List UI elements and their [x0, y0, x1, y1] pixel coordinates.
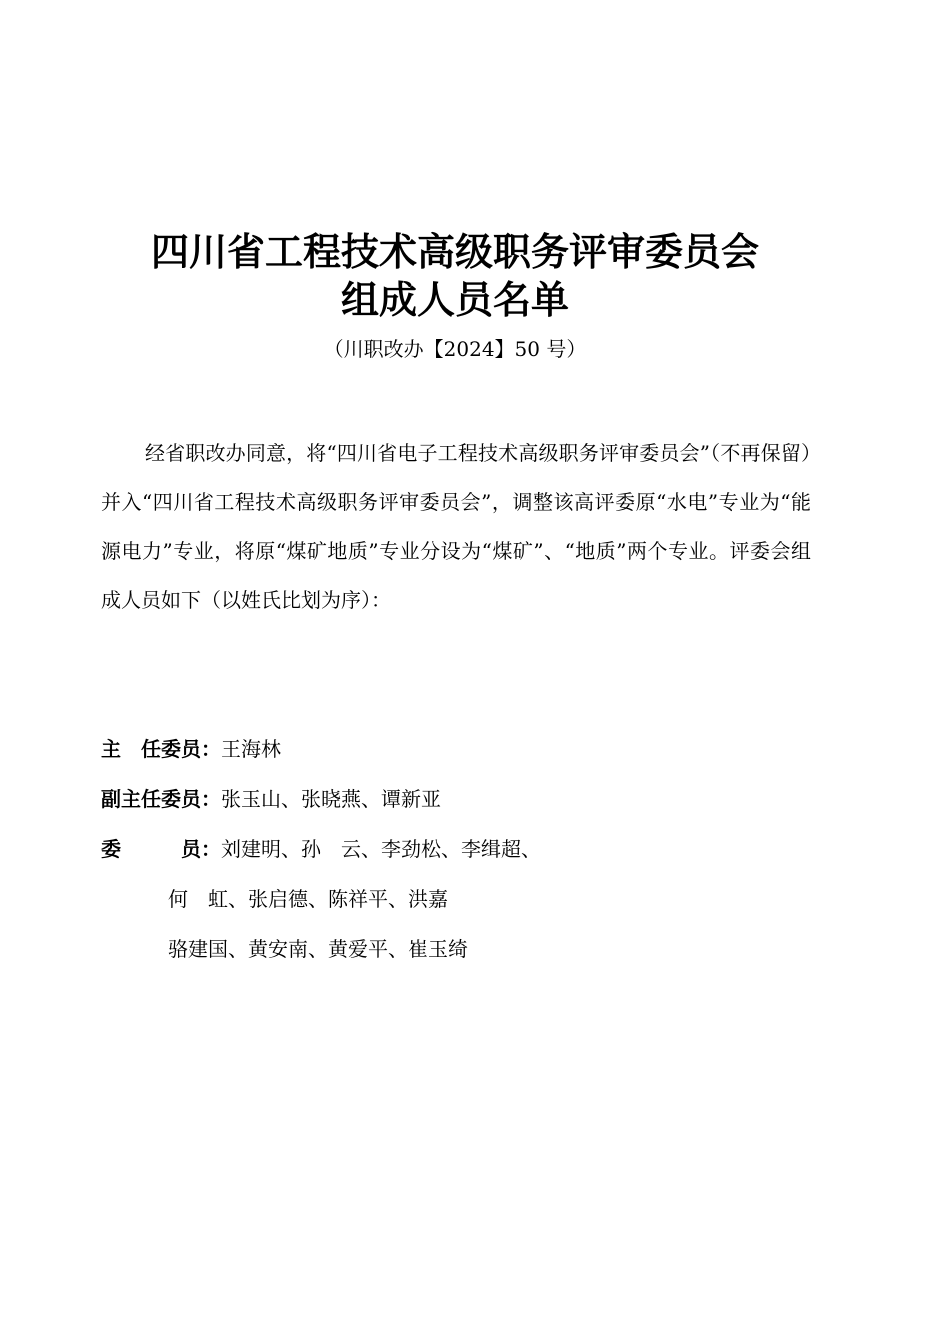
vice-chair-names: 张玉山、张晓燕、谭新亚 [221, 787, 441, 811]
chair-label: 主 任委员： [101, 737, 221, 761]
chair-row [101, 734, 281, 764]
members-label: 委 员： [101, 837, 221, 861]
members-names-line1: 刘建明、孙 云、李劲松、李缉超、 [221, 837, 541, 861]
document-title-line2: 组成人员名单 [340, 278, 569, 322]
members-row [101, 834, 541, 864]
vice-chair-label: 副主任委员： [101, 787, 221, 811]
body-paragraph: 经省职改办同意，将“四川省电子工程技术高级职务评审委员会”（不再保留）并入“四川省工程技术高级职务评审委员会”，调整该高评委原“水电”专业为“能源电力”专业，将原“煤矿地质”专业分设为“煤矿”、“地质”两个专业。评委会组成人员如下（以姓氏比划为序）： [101, 441, 811, 612]
chair-names: 王海林 [221, 737, 281, 761]
document-number: （川职改办【2024】50 号） [323, 337, 587, 361]
members-names-line2: 何 虹、张启德、陈祥平、洪嘉 [168, 887, 448, 911]
vice-chair-row [101, 784, 441, 814]
members-names-line3: 骆建国、黄安南、黄爱平、崔玉绮 [168, 937, 468, 961]
document-title-line1: 四川省工程技术高级职务评审委员会 [150, 230, 759, 274]
